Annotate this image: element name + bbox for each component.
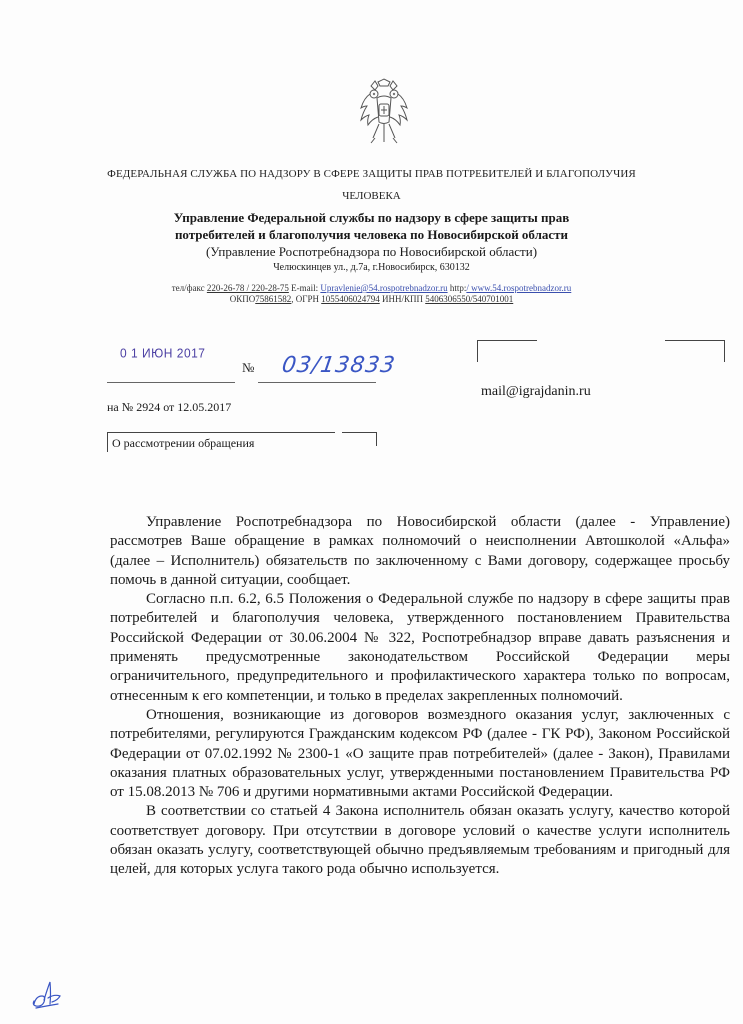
agency-name-line-1: ФЕДЕРАЛЬНАЯ СЛУЖБА ПО НАДЗОРУ В СФЕРЕ ЗАЩИТЫ ПРАВ ПОТРЕБИТЕЛЕЙ И БЛАГОПОЛУЧИЯ bbox=[107, 168, 636, 180]
handwritten-initials-icon bbox=[28, 978, 68, 1014]
phone-number: 220-26-78 / 220-28-75 bbox=[206, 283, 289, 293]
contacts-line bbox=[0, 283, 743, 293]
department-email-link[interactable]: Upravlenie@54.rospotrebnadzor.ru bbox=[320, 283, 448, 293]
department-short-name: (Управление Роспотребнадзора по Новосибирской области) bbox=[205, 244, 538, 259]
ogrn-label: , ОГРН bbox=[291, 294, 319, 304]
reference-to-incoming: на № 2924 от 12.05.2017 bbox=[107, 400, 232, 414]
body-paragraph: Согласно п.п. 6.2, 6.5 Положения о Федеральной службе по надзору в сфере защиты прав потребителей и благополучия человека, утвержденного постановлением Правительства Российской Федерации от 30.06.2004 № 322, Роспотребнадзор вправе давать разъяснения и применять предусмотренные законодательством Российской Федерации меры ограничительного, предупредительного и профилактического характера только по вопросам, отнесенным к его компетенции, и только в пределах закрепленных полномочий. bbox=[110, 591, 730, 704]
web-label: http: bbox=[449, 283, 467, 293]
department-name-line-1: Управление Федеральной службы по надзору в сфере защиты прав bbox=[173, 210, 570, 225]
registry-codes-line bbox=[0, 294, 743, 304]
okpo-code: 75861582 bbox=[255, 294, 292, 304]
inn-kpp-code: 5406306550/540701001 bbox=[425, 294, 514, 304]
inn-label: ИНН/КПП bbox=[381, 294, 423, 304]
subject-line: О рассмотрении обращения bbox=[112, 436, 255, 450]
body-paragraph: Управление Роспотребнадзора по Новосибирской области (далее - Управление) рассмотрев Ваше обращение в рамках полномочий о неисполнении Автошколой «Альфа» (далее – Исполнитель) обязательств по заключенному с Вами договору, содержащее просьбу помочь в данной ситуации, сообщает. bbox=[110, 514, 730, 588]
recipient-email: mail@igrajdanin.ru bbox=[481, 384, 591, 399]
body-paragraph: Отношения, возникающие из договоров возмездного оказания услуг, заключенных с потребителями, регулируются Гражданским кодексом РФ (далее - ГК РФ), Законом Российской Федерации от 07.02.1992 № 2300-1 «О защите прав потребителей» (далее - Закон), Правилами оказания платных образовательных услуг, утвержденными постановлением Правительства РФ от 15.08.2013 № 706 и другими нормативными актами Российской Федерации. bbox=[110, 706, 730, 801]
ogrn-code: 1055406024794 bbox=[321, 294, 380, 304]
letter-body bbox=[110, 513, 730, 880]
number-underline bbox=[258, 382, 376, 383]
department-website-link[interactable]: / www.54.rospotrebnadzor.ru bbox=[466, 283, 572, 293]
recipient-frame bbox=[477, 340, 725, 364]
handwritten-registration-number: 03/13833 bbox=[280, 353, 398, 378]
phone-label: тел/факс bbox=[171, 283, 205, 293]
number-sign: № bbox=[242, 360, 255, 375]
department-name-line-2: потребителей и благополучия человека по Новосибирской области bbox=[174, 227, 569, 242]
date-stamp: 0 1 ИЮН 2017 bbox=[120, 345, 206, 361]
agency-name-line-2: ЧЕЛОВЕКА bbox=[342, 190, 401, 202]
email-label: E-mail: bbox=[291, 283, 319, 293]
double-headed-eagle-emblem-icon bbox=[357, 78, 411, 146]
department-address: Челюскинцев ул., д.7а, г.Новосибирск, 630132 bbox=[273, 262, 470, 273]
body-paragraph: В соответствии со статьей 4 Закона исполнитель обязан оказать услугу, качество которой соответствует договору. При отсутствии в договоре условий о качестве услуги исполнитель обязан оказать услугу, соответствующей обычно предъявляемым требованиям и пригодный для целей, для которых услуга такого рода обычно используется. bbox=[110, 803, 730, 878]
date-underline bbox=[107, 382, 235, 383]
okpo-label: ОКПО bbox=[229, 294, 256, 304]
